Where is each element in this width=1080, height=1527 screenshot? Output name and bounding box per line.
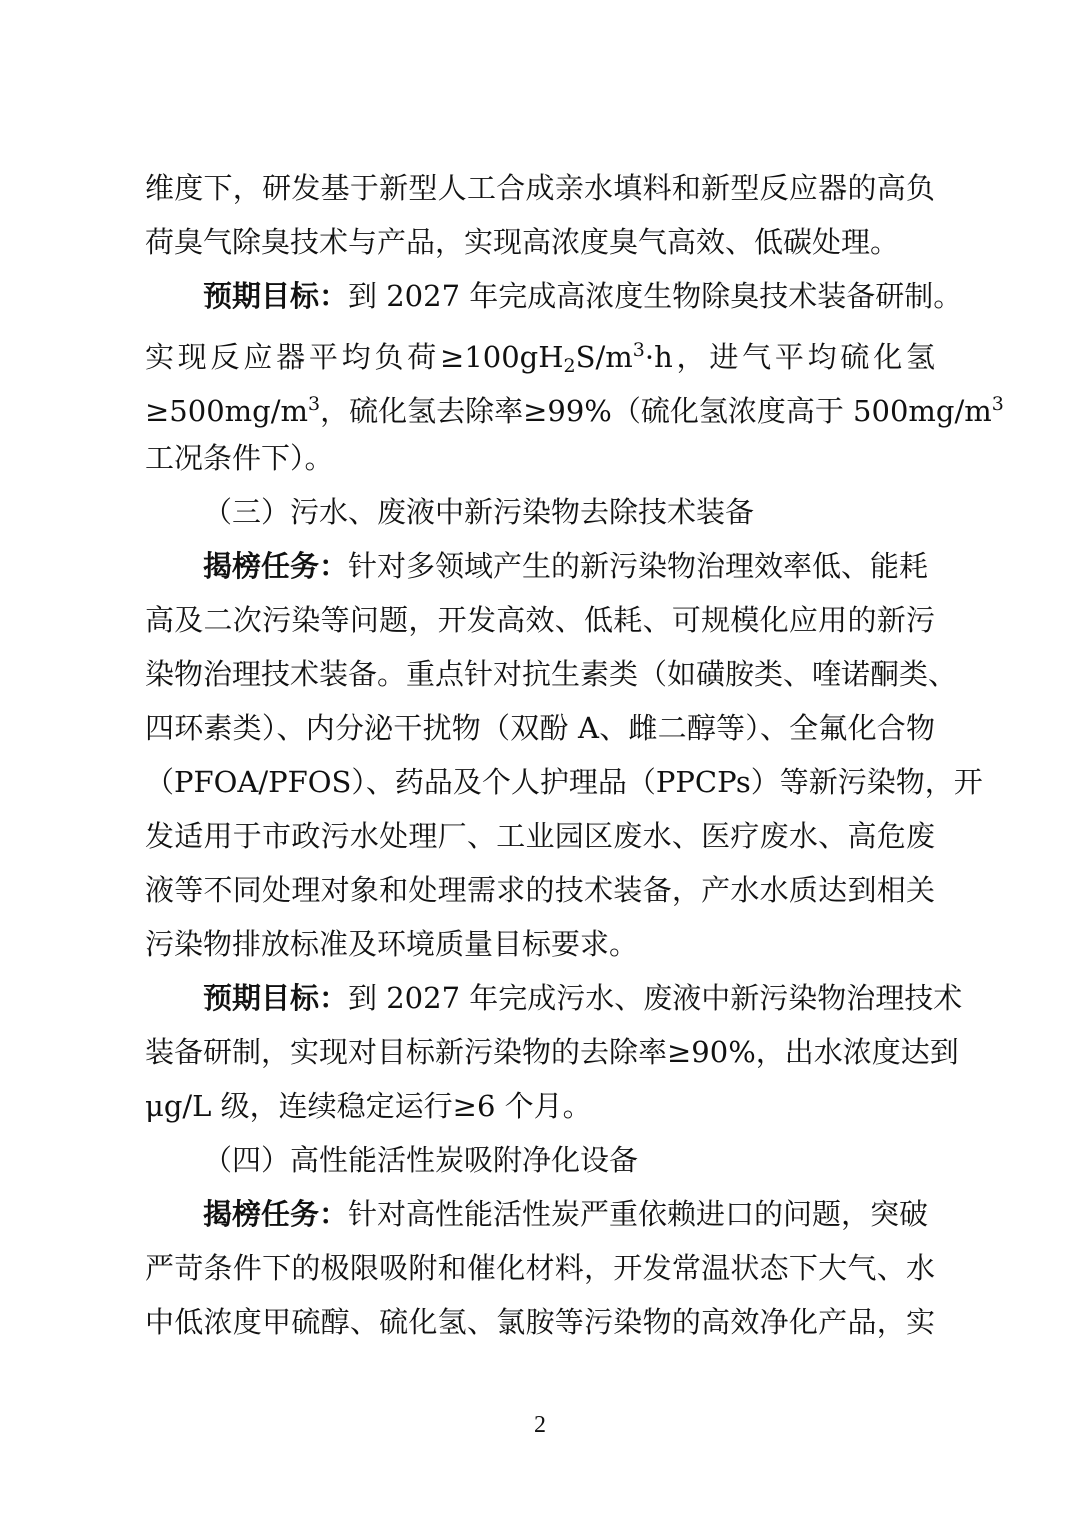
paragraph-line: 严苛条件下的极限吸附和催化材料，开发常温状态下大气、水 xyxy=(145,1251,935,1285)
paragraph-line: 荷臭气除臭技术与产品，实现高浓度臭气高效、低碳处理。 xyxy=(145,225,900,259)
paragraph-line: 预期目标：到 2027 年完成污水、废液中新污染物治理技术 xyxy=(203,981,963,1015)
paragraph-line: 中低浓度甲硫醇、硫化氢、氯胺等污染物的高效净化产品，实 xyxy=(145,1305,935,1339)
paragraph-line: 污染物排放标准及环境质量目标要求。 xyxy=(145,927,639,961)
section-label: 揭榜任务： xyxy=(203,549,349,583)
paragraph-line: 预期目标：到 2027 年完成高浓度生物除臭技术装备研制。 xyxy=(203,279,963,313)
section-label: 揭榜任务： xyxy=(203,1197,349,1231)
section-label: 预期目标： xyxy=(203,981,349,1015)
paragraph-line: 高及二次污染等问题，开发高效、低耗、可规模化应用的新污 xyxy=(145,603,935,637)
page-number: 2 xyxy=(534,1412,546,1438)
paragraph-line: （PFOA/PFOS）、药品及个人护理品（PPCPs）等新污染物，开 xyxy=(145,765,983,799)
section-heading: （四）高性能活性炭吸附净化设备 xyxy=(203,1143,639,1177)
paragraph-line: 揭榜任务：针对高性能活性炭严重依赖进口的问题，突破 xyxy=(203,1197,929,1231)
paragraph-line: 揭榜任务：针对多领域产生的新污染物治理效率低、能耗 xyxy=(203,549,929,583)
paragraph-line: 维度下，研发基于新型人工合成亲水填料和新型反应器的高负 xyxy=(145,171,935,205)
section-heading: （三）污水、废液中新污染物去除技术装备 xyxy=(203,495,755,529)
paragraph-line: 染物治理技术装备。重点针对抗生素类（如磺胺类、喹诺酮类、 xyxy=(145,657,958,691)
section-label: 预期目标： xyxy=(203,279,349,313)
paragraph-line: 实现反应器平均负荷$\ge 100gH_2S/m^3\cdot h$，进气平均硫化氢 xyxy=(145,339,935,377)
paragraph-line: μg/L 级，连续稳定运行≥6 个月。 xyxy=(145,1089,592,1123)
paragraph-line: 液等不同处理对象和处理需求的技术装备，产水水质达到相关 xyxy=(145,873,935,907)
paragraph-line: 工况条件下）。 xyxy=(145,441,334,475)
paragraph-line: 发适用于市政污水处理厂、工业园区废水、医疗废水、高危废 xyxy=(145,819,935,853)
paragraph-line: 装备研制，实现对目标新污染物的去除率≥90%，出水浓度达到 xyxy=(145,1035,959,1069)
paragraph-line: $\ge 500mg/m^3$，硫化氢去除率≥99%（硫化氢浓度高于 $500mg/m^3$ xyxy=(145,393,1004,428)
paragraph-line: 四环素类）、内分泌干扰物（双酚 A、雌二醇等）、全氟化合物 xyxy=(145,711,935,745)
